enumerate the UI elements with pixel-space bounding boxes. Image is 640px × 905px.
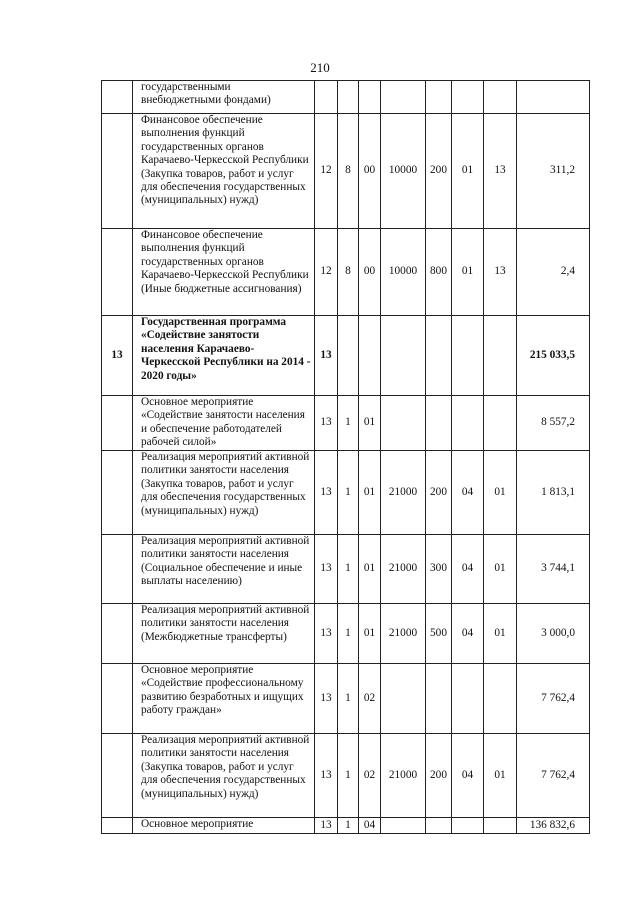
- program-code-cell: 13: [315, 664, 338, 734]
- subprogram-code-cell: 1: [338, 604, 359, 664]
- program-code-cell: 12: [315, 114, 338, 229]
- direction-code-cell: 21000: [381, 604, 426, 664]
- row-number-cell: [102, 396, 133, 451]
- table-row: [102, 535, 590, 604]
- main-measure-code-cell: [359, 316, 381, 396]
- section-code-cell: [452, 396, 484, 451]
- table-row: [102, 81, 590, 114]
- row-name-cell: Основное мероприятие: [133, 818, 315, 834]
- row-name-cell: Реализация мероприятий активной политики занятости населения (Межбюджетные трансферты): [133, 604, 315, 664]
- program-code-cell: 13: [315, 604, 338, 664]
- amount-cell: 1 813,1: [517, 451, 590, 535]
- direction-code-cell: [381, 316, 426, 396]
- row-name-cell: Основное мероприятие «Содействие занятости населения и обеспечение работодателей рабочей силой»: [133, 396, 315, 451]
- subsection-code-cell: 01: [484, 535, 517, 604]
- direction-code-cell: 21000: [381, 451, 426, 535]
- subprogram-code-cell: 1: [338, 818, 359, 834]
- table-row: [102, 114, 590, 229]
- direction-code-cell: 10000: [381, 114, 426, 229]
- expense-type-cell: [426, 818, 452, 834]
- expense-type-cell: 500: [426, 604, 452, 664]
- subsection-code-cell: 01: [484, 604, 517, 664]
- direction-code-cell: [381, 664, 426, 734]
- subprogram-code-cell: 1: [338, 664, 359, 734]
- expense-type-cell: 300: [426, 535, 452, 604]
- subsection-code-cell: [484, 81, 517, 114]
- program-code-cell: 13: [315, 818, 338, 834]
- section-code-cell: 04: [452, 535, 484, 604]
- subsection-code-cell: 13: [484, 114, 517, 229]
- subprogram-code-cell: [338, 81, 359, 114]
- expense-type-cell: [426, 81, 452, 114]
- amount-cell: 7 762,4: [517, 664, 590, 734]
- row-number-cell: 13: [102, 316, 133, 396]
- amount-cell: 215 033,5: [517, 316, 590, 396]
- main-measure-code-cell: 04: [359, 818, 381, 834]
- direction-code-cell: [381, 81, 426, 114]
- row-number-cell: [102, 734, 133, 818]
- row-number-cell: [102, 81, 133, 114]
- table-row: [102, 664, 590, 734]
- row-name-cell: государственными внебюджетными фондами): [133, 81, 315, 114]
- direction-code-cell: 10000: [381, 229, 426, 316]
- subprogram-code-cell: 1: [338, 734, 359, 818]
- amount-cell: 7 762,4: [517, 734, 590, 818]
- main-measure-code-cell: 02: [359, 734, 381, 818]
- row-name-cell: Реализация мероприятий активной политики занятости населения (Социальное обеспечение и иные выплаты населению): [133, 535, 315, 604]
- table-row: [102, 818, 590, 834]
- program-code-cell: [315, 81, 338, 114]
- expense-type-cell: [426, 664, 452, 734]
- table-body: [102, 81, 590, 834]
- expense-type-cell: 800: [426, 229, 452, 316]
- expense-type-cell: 200: [426, 734, 452, 818]
- main-measure-code-cell: 01: [359, 396, 381, 451]
- row-name-cell: Основное мероприятие «Содействие профессиональному развитию безработных и ищущих работу граждан»: [133, 664, 315, 734]
- amount-cell: 311,2: [517, 114, 590, 229]
- main-measure-code-cell: 01: [359, 451, 381, 535]
- table-row: [102, 229, 590, 316]
- section-code-cell: [452, 664, 484, 734]
- row-name-cell: Финансовое обеспечение выполнения функций государственных органов Карачаево-Черкесской Республики (Иные бюджетные ассигнования): [133, 229, 315, 316]
- table-row: [102, 604, 590, 664]
- expense-type-cell: 200: [426, 451, 452, 535]
- direction-code-cell: [381, 396, 426, 451]
- table-row: [102, 734, 590, 818]
- row-number-cell: [102, 229, 133, 316]
- subprogram-code-cell: 1: [338, 396, 359, 451]
- subprogram-code-cell: 8: [338, 229, 359, 316]
- subprogram-code-cell: 1: [338, 451, 359, 535]
- subprogram-code-cell: [338, 316, 359, 396]
- main-measure-code-cell: 01: [359, 604, 381, 664]
- budget-table: [101, 80, 590, 834]
- direction-code-cell: 21000: [381, 535, 426, 604]
- amount-cell: 136 832,6: [517, 818, 590, 834]
- amount-cell: [517, 81, 590, 114]
- row-number-cell: [102, 818, 133, 834]
- section-code-cell: 04: [452, 734, 484, 818]
- row-number-cell: [102, 535, 133, 604]
- main-measure-code-cell: 00: [359, 229, 381, 316]
- subsection-code-cell: [484, 818, 517, 834]
- table-row: [102, 316, 590, 396]
- direction-code-cell: [381, 818, 426, 834]
- amount-cell: 3 744,1: [517, 535, 590, 604]
- row-name-cell: Государственная программа «Содействие занятости населения Карачаево-Черкесской Республики на 2014 - 2020 годы»: [133, 316, 315, 396]
- main-measure-code-cell: 02: [359, 664, 381, 734]
- expense-type-cell: [426, 316, 452, 396]
- subprogram-code-cell: 1: [338, 535, 359, 604]
- program-code-cell: 13: [315, 734, 338, 818]
- row-number-cell: [102, 604, 133, 664]
- section-code-cell: [452, 81, 484, 114]
- subsection-code-cell: [484, 316, 517, 396]
- program-code-cell: 13: [315, 535, 338, 604]
- main-measure-code-cell: 01: [359, 535, 381, 604]
- subsection-code-cell: 01: [484, 451, 517, 535]
- subsection-code-cell: 13: [484, 229, 517, 316]
- row-number-cell: [102, 664, 133, 734]
- subsection-code-cell: [484, 396, 517, 451]
- amount-cell: 2,4: [517, 229, 590, 316]
- row-name-cell: Финансовое обеспечение выполнения функций государственных органов Карачаево-Черкесской Республики (Закупка товаров, работ и услуг для обеспечения государственных (муниципальных) нужд): [133, 114, 315, 229]
- main-measure-code-cell: 00: [359, 114, 381, 229]
- program-code-cell: 13: [315, 451, 338, 535]
- program-code-cell: 13: [315, 396, 338, 451]
- section-code-cell: [452, 818, 484, 834]
- program-code-cell: 12: [315, 229, 338, 316]
- row-name-cell: Реализация мероприятий активной политики занятости населения (Закупка товаров, работ и услуг для обеспечения государственных (муниципальных) нужд): [133, 734, 315, 818]
- direction-code-cell: 21000: [381, 734, 426, 818]
- row-number-cell: [102, 114, 133, 229]
- row-number-cell: [102, 451, 133, 535]
- page-number: 210: [310, 60, 330, 75]
- expense-type-cell: [426, 396, 452, 451]
- row-name-cell: Реализация мероприятий активной политики занятости населения (Закупка товаров, работ и услуг для обеспечения государственных (муниципальных) нужд): [133, 451, 315, 535]
- table-row: [102, 451, 590, 535]
- subprogram-code-cell: 8: [338, 114, 359, 229]
- table-row: [102, 396, 590, 451]
- amount-cell: 3 000,0: [517, 604, 590, 664]
- section-code-cell: 01: [452, 114, 484, 229]
- section-code-cell: 01: [452, 229, 484, 316]
- subsection-code-cell: 01: [484, 734, 517, 818]
- section-code-cell: 04: [452, 451, 484, 535]
- amount-cell: 8 557,2: [517, 396, 590, 451]
- section-code-cell: 04: [452, 604, 484, 664]
- main-measure-code-cell: [359, 81, 381, 114]
- section-code-cell: [452, 316, 484, 396]
- program-code-cell: 13: [315, 316, 338, 396]
- expense-type-cell: 200: [426, 114, 452, 229]
- subsection-code-cell: [484, 664, 517, 734]
